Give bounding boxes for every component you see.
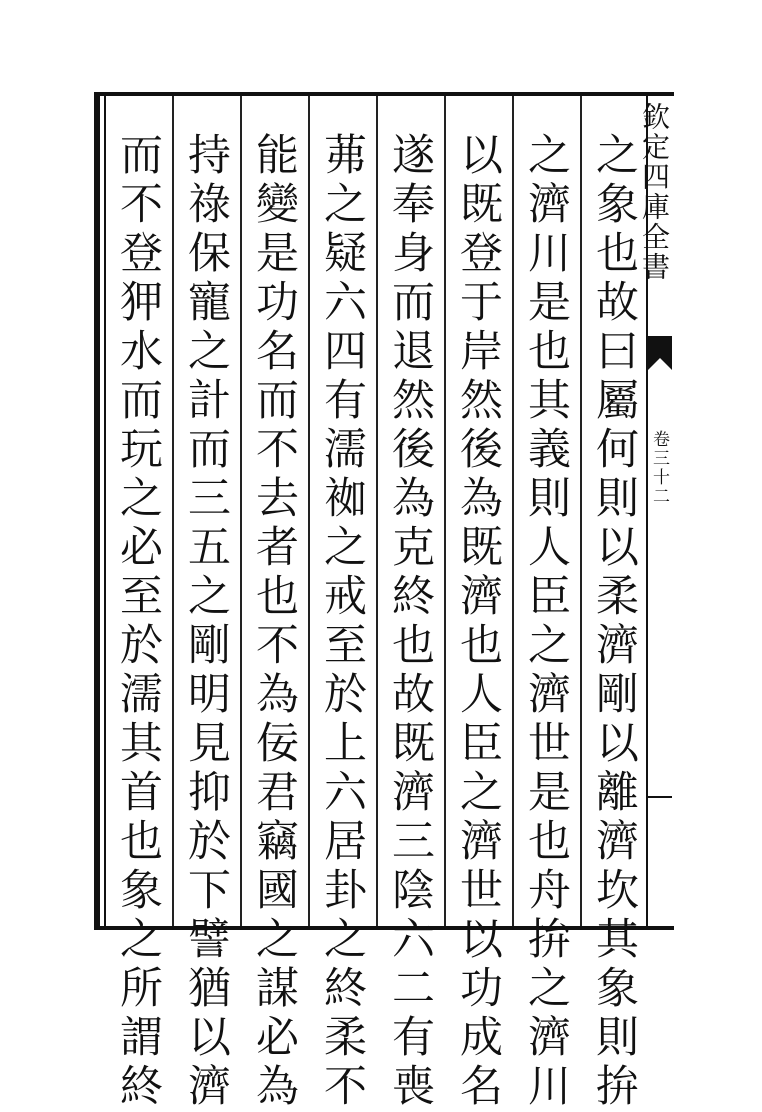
text-column-3: 以既登于岸然後為既濟也人臣之濟世以功成名 [453,132,503,1112]
text-column-2: 之濟川是也其義則人臣之濟世是也舟拚之濟川 [521,132,571,1112]
text-column-4: 遂奉身而退然後為克終也故既濟三陰六二有喪 [385,132,435,1112]
text-column-8: 而不登狎水而玩之必至於濡其首也象之所謂終 [113,132,163,1112]
margin-tick [648,796,672,798]
text-column-1: 之象也故曰屬何則以柔濟剛以離濟坎其象則拚 [589,132,639,1112]
fishtail-mark-icon [648,336,672,370]
text-column-6: 能變是功名而不去者也不為佞君竊國之謀必為 [249,132,299,1112]
book-title: 欽定四庫全書 [638,102,671,282]
text-column-7: 持祿保寵之計而三五之剛明見抑於下譬猶以濟 [181,132,231,1112]
volume-number: 卷三十二 [649,430,669,506]
text-column-5: 茀之疑六四有濡袽之戒至於上六居卦之終柔不 [317,132,367,1112]
